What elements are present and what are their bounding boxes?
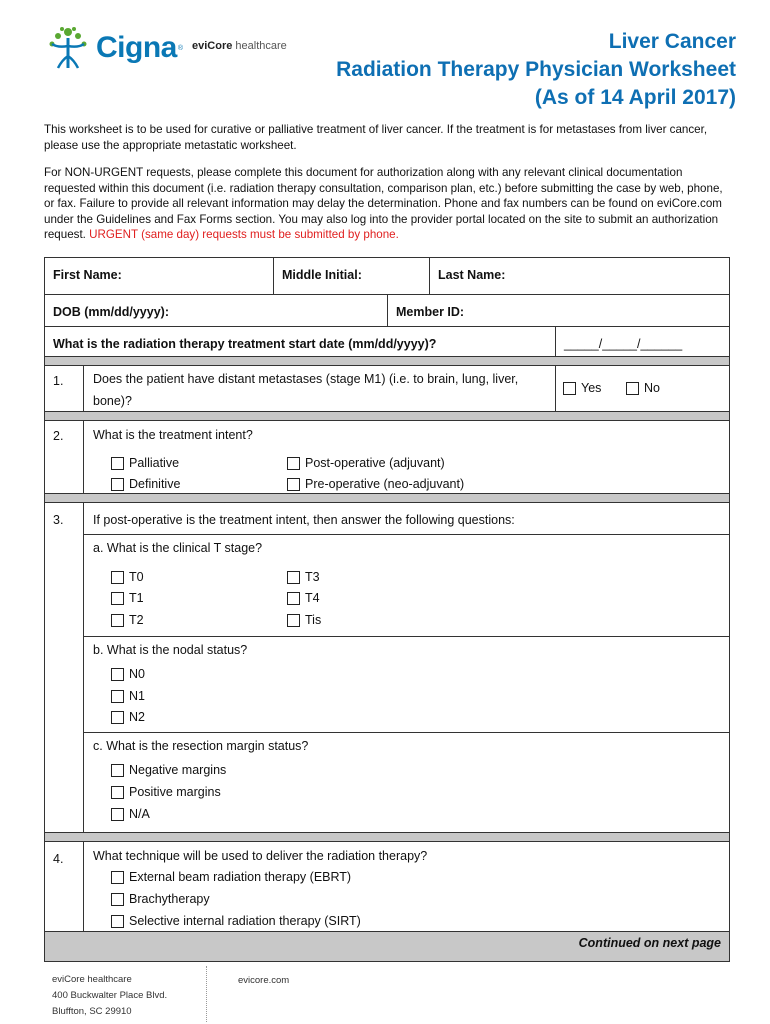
checkbox[interactable]: [111, 592, 124, 605]
answer-column-divider: [555, 366, 556, 412]
option-n1[interactable]: [111, 689, 145, 703]
cigna-wordmark: Cigna: [96, 31, 177, 64]
question-column-divider: [83, 421, 84, 494]
option-t1[interactable]: [111, 591, 144, 605]
option-sirt[interactable]: [111, 914, 361, 928]
checkbox[interactable]: [111, 808, 124, 821]
urgent-notice: URGENT (same day) requests must be submitted by phone.: [89, 228, 399, 241]
checkbox[interactable]: [111, 457, 124, 470]
option-label: Tis: [305, 613, 322, 627]
intro-paragraph-2-body: For NON-URGENT requests, please complete this document for authorization along with any relevant clinical documentation requested within this document (i.e. radiation therapy consultation, comparison plan, etc.) before submitting the case by web, phone, or fax. Failure to provide all relevant information may delay the determination. Phone and fax numbers can be found on eviCore.com under the Guidelines and Fax Forms section. You may also log into the provider portal located on the site to submit an authorization request.: [44, 166, 723, 241]
option-definitive[interactable]: [111, 477, 180, 491]
footer-street: 400 Buckwalter Place Blvd.: [52, 990, 168, 1001]
checkbox[interactable]: [111, 614, 124, 627]
first-name-field[interactable]: [45, 258, 273, 294]
option-t3[interactable]: [287, 570, 320, 584]
option-na[interactable]: [111, 807, 150, 821]
title-line-2: Radiation Therapy Physician Worksheet: [336, 58, 736, 81]
option-t4[interactable]: [287, 591, 320, 605]
start-date-row: [45, 327, 729, 357]
healthcare-wordmark: healthcare: [235, 40, 287, 52]
no-label: No: [644, 381, 660, 395]
question-column-divider: [83, 366, 84, 412]
member-id-field[interactable]: [387, 295, 729, 326]
checkbox[interactable]: [287, 614, 300, 627]
checkbox[interactable]: [287, 457, 300, 470]
checkbox[interactable]: [111, 668, 124, 681]
start-date-question: What is the radiation therapy treatment start date (mm/dd/yyyy)?: [53, 337, 437, 351]
question-3: [45, 503, 729, 833]
checkbox[interactable]: [111, 764, 124, 777]
option-tis[interactable]: [287, 613, 321, 627]
checkbox[interactable]: [111, 478, 124, 491]
footer-divider: [206, 966, 207, 1022]
question-text: If post-operative is the treatment intent, then answer the following questions:: [93, 513, 515, 527]
question-number: 3.: [53, 513, 64, 527]
last-name-label: Last Name:: [438, 268, 506, 282]
cigna-logo: [44, 24, 183, 72]
intro-paragraph-2: [44, 165, 730, 243]
subquestion-t-stage: a. What is the clinical T stage?: [83, 534, 729, 564]
start-date-input[interactable]: _____/_____/______: [555, 327, 729, 356]
option-label: N/A: [129, 807, 150, 821]
separator-band: [45, 412, 729, 421]
option-label: T4: [305, 591, 320, 605]
option-ebrt[interactable]: [111, 870, 351, 884]
checkbox[interactable]: [287, 592, 300, 605]
option-negative-margins[interactable]: [111, 763, 226, 777]
question-text: Does the patient have distant metastases (stage M1) (i.e. to brain, lung, liver, bone)?: [93, 372, 519, 408]
option-label: N1: [129, 689, 145, 703]
yes-label: Yes: [581, 381, 602, 395]
footer-website[interactable]: evicore.com: [238, 975, 290, 986]
question-1: [45, 366, 729, 412]
subquestion-nodal-status: b. What is the nodal status?: [83, 636, 729, 666]
evicore-wordmark: eviCore: [192, 40, 233, 52]
option-label: Negative margins: [129, 763, 227, 777]
option-pre-operative[interactable]: [287, 477, 464, 491]
checkbox[interactable]: [111, 711, 124, 724]
option-label: T2: [129, 613, 144, 627]
registered-mark: ®: [177, 44, 184, 52]
option-label: Definitive: [129, 477, 181, 491]
option-label: Positive margins: [129, 785, 221, 799]
option-label: Palliative: [129, 456, 180, 470]
worksheet-form: [44, 257, 730, 962]
option-label: T3: [305, 570, 320, 584]
question-number: 2.: [53, 429, 64, 443]
middle-initial-label: Middle Initial:: [282, 268, 362, 282]
document-title: [336, 28, 736, 112]
subquestion-resection-margin: c. What is the resection margin status?: [83, 732, 729, 762]
footer-company: eviCore healthcare: [52, 974, 132, 985]
option-post-operative[interactable]: [287, 456, 445, 470]
first-name-label: First Name:: [53, 268, 122, 282]
option-positive-margins[interactable]: [111, 785, 221, 799]
evicore-logo: [192, 40, 287, 52]
option-label: T1: [129, 591, 144, 605]
footer-city: Bluffton, SC 29910: [52, 1006, 132, 1017]
option-palliative[interactable]: [111, 456, 179, 470]
checkbox[interactable]: [287, 478, 300, 491]
checkbox[interactable]: [563, 382, 576, 395]
continued-note: Continued on next page: [578, 936, 721, 950]
middle-initial-field[interactable]: [273, 258, 429, 294]
dob-row: [45, 295, 729, 327]
header: [0, 0, 770, 120]
option-label: N0: [129, 667, 145, 681]
option-label: External beam radiation therapy (EBRT): [129, 870, 352, 884]
question-number: 4.: [53, 852, 64, 866]
option-label: N2: [129, 710, 145, 724]
checkbox[interactable]: [111, 571, 124, 584]
question-column-divider: [83, 842, 84, 934]
checkbox[interactable]: [287, 571, 300, 584]
name-row: [45, 258, 729, 295]
question-4: [45, 842, 729, 934]
q1-yes-option[interactable]: [563, 381, 601, 395]
separator-band: [45, 494, 729, 503]
option-n0[interactable]: [111, 667, 145, 681]
checkbox[interactable]: [111, 871, 124, 884]
member-id-label: Member ID:: [396, 305, 465, 319]
option-label: T0: [129, 570, 144, 584]
question-text: What is the treatment intent?: [93, 428, 253, 442]
checkbox[interactable]: [111, 786, 124, 799]
intro-text: [44, 122, 730, 255]
dob-field[interactable]: [45, 295, 387, 326]
option-n2[interactable]: [111, 710, 145, 724]
checkbox[interactable]: [111, 915, 124, 928]
continued-band: [45, 931, 729, 961]
separator-band: [45, 833, 729, 842]
option-t0[interactable]: [111, 570, 144, 584]
footer-address: [52, 972, 167, 1020]
question-text: What technique will be used to deliver the radiation therapy?: [93, 849, 428, 863]
checkbox[interactable]: [111, 690, 124, 703]
last-name-field[interactable]: [429, 258, 729, 294]
dob-label: DOB (mm/dd/yyyy):: [53, 305, 169, 319]
checkbox[interactable]: [626, 382, 639, 395]
option-label: Post-operative (adjuvant): [305, 456, 445, 470]
separator-band: [45, 357, 729, 366]
intro-paragraph-1: This worksheet is to be used for curative or palliative treatment of liver cancer. If the treatment is for metastases from liver cancer, please use the appropriate metastatic worksheet.: [44, 123, 708, 152]
option-label: Brachytherapy: [129, 892, 210, 906]
option-label: Selective internal radiation therapy (SIRT): [129, 914, 361, 928]
title-line-1: Liver Cancer: [608, 30, 736, 53]
q1-no-option[interactable]: [626, 381, 660, 395]
checkbox[interactable]: [111, 893, 124, 906]
question-2: [45, 421, 729, 494]
cigna-tree-icon: [44, 24, 92, 72]
option-brachytherapy[interactable]: [111, 892, 210, 906]
title-line-3: (As of 14 April 2017): [534, 86, 736, 109]
option-t2[interactable]: [111, 613, 144, 627]
option-label: Pre-operative (neo-adjuvant): [305, 477, 465, 491]
question-number: 1.: [53, 374, 64, 388]
